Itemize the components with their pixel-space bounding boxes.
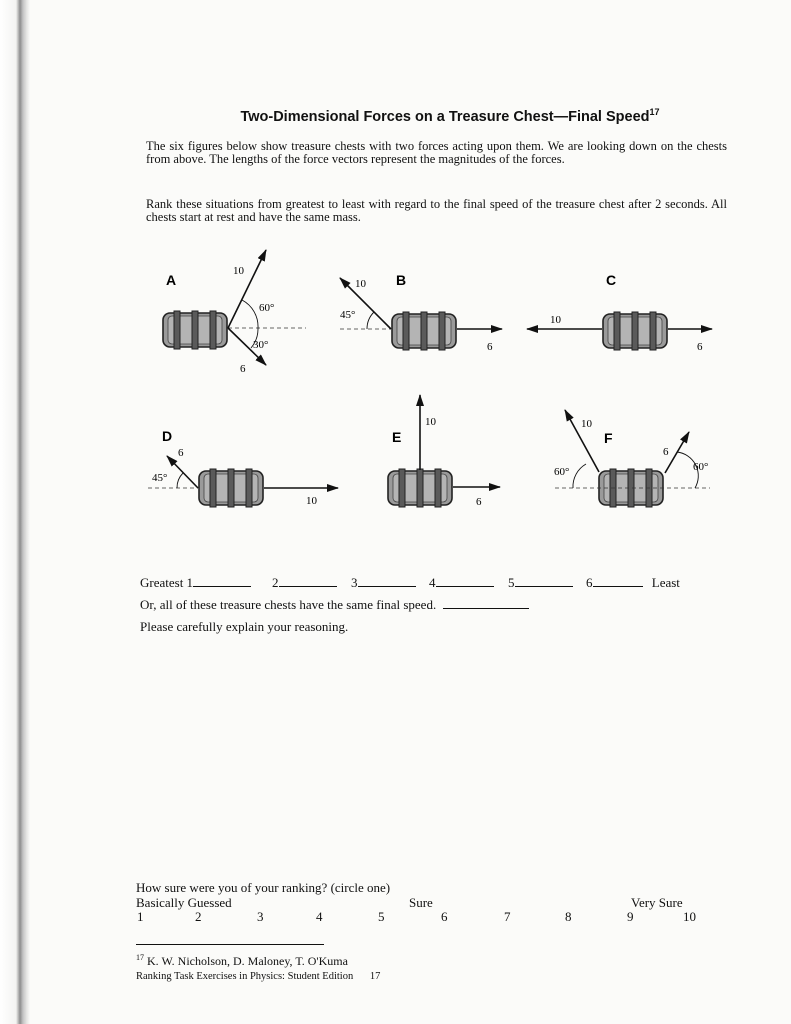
force-label-e-6: 6 <box>476 496 482 508</box>
ranking-4 <box>429 575 494 591</box>
greatest-label: Greatest 1 <box>140 575 194 590</box>
force-label-f-10: 10 <box>581 418 592 430</box>
explain-prompt: Please carefully explain your reasoning. <box>140 619 349 634</box>
rank-1-blank[interactable] <box>193 575 251 587</box>
force-label-f-6: 6 <box>663 446 669 458</box>
same-speed-blank[interactable] <box>443 597 529 609</box>
figure-label-c: C <box>606 272 617 288</box>
figure-b <box>340 272 502 353</box>
figure-f <box>554 410 710 507</box>
confidence-very-sure: Very Sure <box>631 895 683 910</box>
footnote-authors-line <box>136 953 348 969</box>
ranking-6 <box>586 575 680 591</box>
figure-label-e: E <box>392 429 402 445</box>
chest-c <box>603 312 667 350</box>
scale-option-7[interactable]: 7 <box>504 909 511 924</box>
figure-d <box>148 428 338 507</box>
figure-label-b: B <box>396 272 407 288</box>
footnote-rule <box>136 944 324 945</box>
figure-label-a: A <box>166 272 177 288</box>
chest-a <box>163 311 227 349</box>
chest-b <box>392 312 456 350</box>
scale-option-5[interactable]: 5 <box>378 909 385 924</box>
force-label-d-10: 10 <box>306 495 317 507</box>
scale-option-9[interactable]: 9 <box>627 909 634 924</box>
rank-4-blank[interactable] <box>436 575 494 587</box>
scale-option-2[interactable]: 2 <box>195 909 202 924</box>
scale-option-3[interactable]: 3 <box>257 909 264 924</box>
footnote-authors: K. W. Nicholson, D. Maloney, T. O'Kuma <box>147 954 348 968</box>
force-label-b-10: 10 <box>355 278 366 290</box>
force-label-d-6: 6 <box>178 447 184 459</box>
force-label-c-10: 10 <box>550 314 561 326</box>
rank-2-blank[interactable] <box>279 575 337 587</box>
rank-2-label: 2 <box>272 575 279 590</box>
scale-option-8[interactable]: 8 <box>565 909 572 924</box>
scale-option-4[interactable]: 4 <box>316 909 323 924</box>
figure-c <box>527 272 712 353</box>
rank-6-label: 6 <box>586 575 593 590</box>
ranking-3 <box>351 575 416 591</box>
angle-label-a-30: 30° <box>253 339 269 351</box>
angle-label-f-right-60: 60° <box>693 461 709 473</box>
force-label-e-10: 10 <box>425 416 436 428</box>
rank-4-label: 4 <box>429 575 436 590</box>
angle-arc-f-left-60 <box>573 464 586 488</box>
scale-option-6[interactable]: 6 <box>441 909 448 924</box>
page-number: 17 <box>369 971 381 982</box>
scale-option-1[interactable]: 1 <box>137 909 144 924</box>
angle-label-d-45: 45° <box>152 472 168 484</box>
force-vector-d-6 <box>167 456 198 488</box>
force-label-c-6: 6 <box>697 341 703 353</box>
ranking-2 <box>272 575 337 591</box>
confidence-sure: Sure <box>409 895 433 910</box>
angle-arc-d-45 <box>177 473 183 488</box>
footnote-book-line <box>136 971 380 982</box>
chest-e <box>388 469 452 507</box>
footnote-book: Ranking Task Exercises in Physics: Student Edition <box>136 971 354 982</box>
rank-3-blank[interactable] <box>358 575 416 587</box>
intro-paragraph-1: The six figures below show treasure chests with two forces acting upon them. We are looking down on the chests from above. The lengths of the force vectors represent the magnitudes of the forces. <box>146 139 727 166</box>
angle-label-a-60: 60° <box>259 302 275 314</box>
force-vector-a-10 <box>228 250 266 328</box>
scale-option-10[interactable]: 10 <box>683 909 696 924</box>
rank-6-blank[interactable] <box>593 575 643 587</box>
intro-paragraph-2: Rank these situations from greatest to least with regard to the final speed of the treasure chest after 2 seconds. All chests start at rest and have the same mass. <box>146 197 727 224</box>
title-footnote-mark: 17 <box>649 107 660 117</box>
figure-a <box>163 250 306 375</box>
same-speed-line <box>140 597 529 613</box>
rank-3-label: 3 <box>351 575 358 590</box>
ranking-greatest <box>140 575 251 591</box>
force-label-a-10: 10 <box>233 265 244 277</box>
footnote-mark: 17 <box>136 953 144 962</box>
figure-e <box>388 395 500 508</box>
force-vector-f-6 <box>665 432 689 473</box>
chest-d <box>199 469 263 507</box>
confidence-basically-guessed: Basically Guessed <box>136 895 232 910</box>
ranking-5 <box>508 575 573 591</box>
figure-label-f: F <box>604 430 613 446</box>
confidence-question: How sure were you of your ranking? (circle one) <box>136 880 391 895</box>
angle-arc-a-60 <box>242 300 258 328</box>
angle-label-b-45: 45° <box>340 309 356 321</box>
angle-arc-b-45 <box>367 312 374 329</box>
force-label-a-6: 6 <box>240 363 246 375</box>
rank-5-label: 5 <box>508 575 515 590</box>
force-label-b-6: 6 <box>487 341 493 353</box>
title-text: Two-Dimensional Forces on a Treasure Chest—Final Speed <box>240 108 650 125</box>
figure-label-d: D <box>162 428 173 444</box>
rank-5-blank[interactable] <box>515 575 573 587</box>
same-speed-text: Or, all of these treasure chests have the same final speed. <box>140 597 437 612</box>
angle-label-f-left-60: 60° <box>554 466 570 478</box>
least-label: Least <box>651 575 680 590</box>
